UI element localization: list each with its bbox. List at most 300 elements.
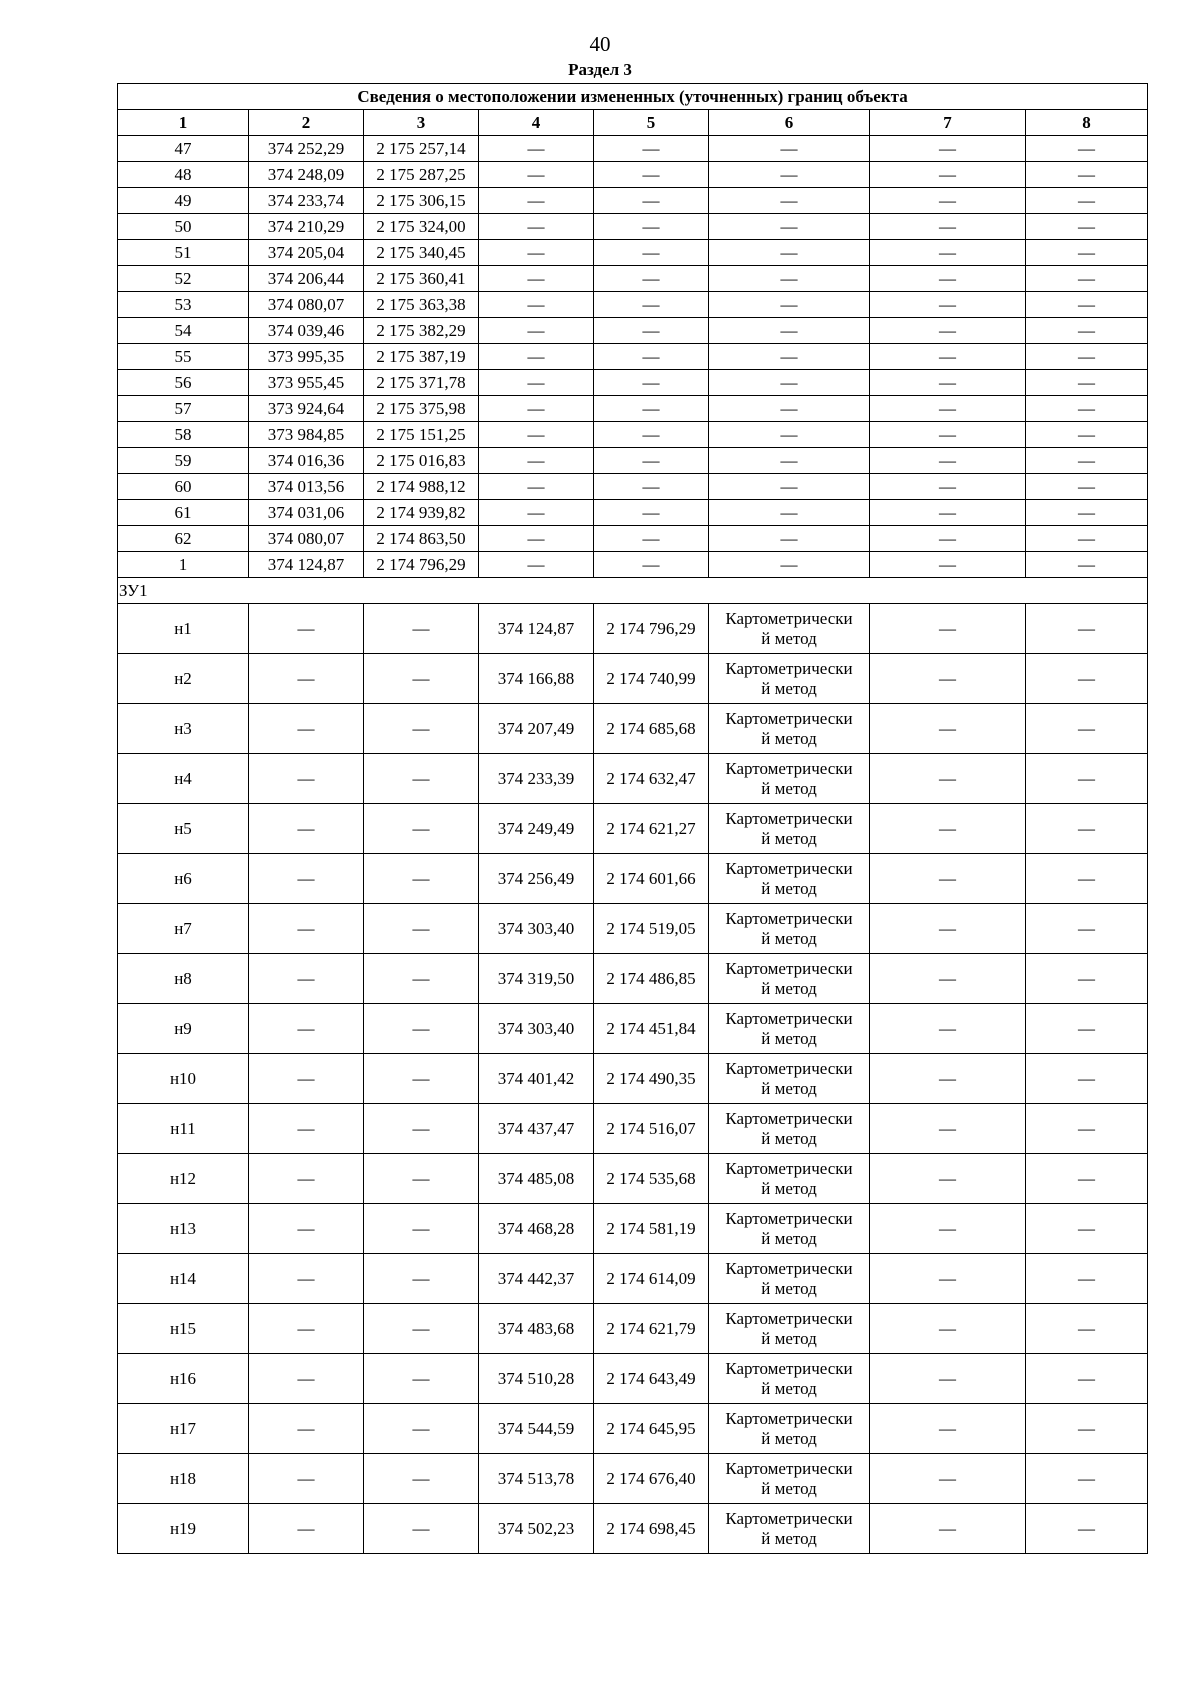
table-row	[118, 804, 1148, 854]
table-cell-c2: 374 031,06	[249, 500, 364, 526]
table-cell-c6: —	[709, 500, 870, 526]
table-cell-c3: —	[364, 1054, 479, 1104]
table-cell-c8: —	[1026, 654, 1148, 704]
table-cell-c3: —	[364, 804, 479, 854]
column-number: 7	[870, 110, 1026, 136]
table-cell-c5: 2 174 516,07	[594, 1104, 709, 1154]
table-cell-c2: —	[249, 904, 364, 954]
table-cell-c4: 374 544,59	[479, 1404, 594, 1454]
table-cell-c1: 58	[118, 422, 249, 448]
table-cell-c1: 48	[118, 162, 249, 188]
table-cell-c8: —	[1026, 396, 1148, 422]
table-cell-c7: —	[870, 526, 1026, 552]
table-cell-c6	[709, 1204, 870, 1254]
table-row	[118, 526, 1148, 552]
table-cell-c6	[709, 1304, 870, 1354]
table-cell-c4: —	[479, 422, 594, 448]
table-cell-c7: —	[870, 318, 1026, 344]
table-cell-c2: —	[249, 804, 364, 854]
table-cell-c6: —	[709, 396, 870, 422]
table-row	[118, 1304, 1148, 1354]
table-cell-c8: —	[1026, 1004, 1148, 1054]
table-cell-c1: н3	[118, 704, 249, 754]
table-row	[118, 214, 1148, 240]
table-cell-c2: 374 210,29	[249, 214, 364, 240]
table-cell-c3: —	[364, 904, 479, 954]
table-cell-c1: 56	[118, 370, 249, 396]
table-cell-c7: —	[870, 162, 1026, 188]
table-cell-c5: 2 174 486,85	[594, 954, 709, 1004]
table-cell-c5: —	[594, 396, 709, 422]
table-row	[118, 1054, 1148, 1104]
table-cell-c7: —	[870, 474, 1026, 500]
table-cell-c1: н16	[118, 1354, 249, 1404]
method-line-1: Картометрически	[725, 1358, 853, 1378]
table-cell-c1: н4	[118, 754, 249, 804]
table-cell-c7: —	[870, 552, 1026, 578]
table-cell-c3: —	[364, 654, 479, 704]
table-cell-c1: н17	[118, 1404, 249, 1454]
method-line-2: й метод	[761, 1128, 817, 1148]
table-cell-c2: —	[249, 1504, 364, 1554]
table-cell-c7: —	[870, 1304, 1026, 1354]
table-cell-c4: 374 124,87	[479, 604, 594, 654]
table-row	[118, 396, 1148, 422]
table-cell-c6	[709, 1454, 870, 1504]
table-cell-c7: —	[870, 1454, 1026, 1504]
column-number: 1	[118, 110, 249, 136]
table-cell-c5: 2 174 632,47	[594, 754, 709, 804]
table-cell-c8: —	[1026, 162, 1148, 188]
table-cell-c4: 374 166,88	[479, 654, 594, 704]
table-cell-c4: —	[479, 552, 594, 578]
table-cell-c7: —	[870, 266, 1026, 292]
method-line-1: Картометрически	[725, 758, 853, 778]
table-row	[118, 1254, 1148, 1304]
new-points-body	[118, 604, 1148, 1554]
table-cell-c3: —	[364, 1454, 479, 1504]
table-cell-c7: —	[870, 370, 1026, 396]
method-line-2: й метод	[761, 1078, 817, 1098]
table-cell-c8: —	[1026, 1204, 1148, 1254]
table-cell-c8: —	[1026, 370, 1148, 396]
column-number: 5	[594, 110, 709, 136]
table-cell-c6	[709, 854, 870, 904]
column-number: 6	[709, 110, 870, 136]
table-cell-c8: —	[1026, 1304, 1148, 1354]
table-cell-c6	[709, 904, 870, 954]
table-cell-c8: —	[1026, 344, 1148, 370]
table-cell-c6	[709, 1154, 870, 1204]
table-cell-c1: 51	[118, 240, 249, 266]
table-cell-c6	[709, 804, 870, 854]
table-cell-c7: —	[870, 1204, 1026, 1254]
table-cell-c5: 2 174 796,29	[594, 604, 709, 654]
table-cell-c5: 2 174 698,45	[594, 1504, 709, 1554]
table-cell-c5: 2 174 685,68	[594, 704, 709, 754]
table-cell-c5: 2 174 581,19	[594, 1204, 709, 1254]
table-cell-c7: —	[870, 396, 1026, 422]
table-cell-c5: —	[594, 422, 709, 448]
table-cell-c4: —	[479, 292, 594, 318]
table-cell-c2: 374 205,04	[249, 240, 364, 266]
table-cell-c8: —	[1026, 1254, 1148, 1304]
table-row	[118, 422, 1148, 448]
table-cell-c6	[709, 604, 870, 654]
table-cell-c3: 2 175 371,78	[364, 370, 479, 396]
table-cell-c4: 374 207,49	[479, 704, 594, 754]
table-cell-c6	[709, 1354, 870, 1404]
table-cell-c1: 49	[118, 188, 249, 214]
method-line-1: Картометрически	[725, 1058, 853, 1078]
table-cell-c3: —	[364, 604, 479, 654]
table-cell-c6: —	[709, 526, 870, 552]
table-cell-c7: —	[870, 754, 1026, 804]
table-row	[118, 1504, 1148, 1554]
table-cell-c3: —	[364, 1504, 479, 1554]
table-cell-c1: н14	[118, 1254, 249, 1304]
table-cell-c3: 2 174 988,12	[364, 474, 479, 500]
table-cell-c3: 2 175 375,98	[364, 396, 479, 422]
table-cell-c5: —	[594, 162, 709, 188]
table-cell-c2: —	[249, 1054, 364, 1104]
column-number: 2	[249, 110, 364, 136]
table-cell-c3: 2 175 363,38	[364, 292, 479, 318]
table-cell-c3: 2 175 340,45	[364, 240, 479, 266]
table-cell-c8: —	[1026, 904, 1148, 954]
table-cell-c5: 2 174 601,66	[594, 854, 709, 904]
table-cell-c8: —	[1026, 448, 1148, 474]
table-cell-c7: —	[870, 1254, 1026, 1304]
table-cell-c6: —	[709, 292, 870, 318]
table-row	[118, 654, 1148, 704]
table-cell-c8: —	[1026, 474, 1148, 500]
table-cell-c4: 374 502,23	[479, 1504, 594, 1554]
table-cell-c5: 2 174 519,05	[594, 904, 709, 954]
table-cell-c7: —	[870, 188, 1026, 214]
column-number: 3	[364, 110, 479, 136]
column-number: 8	[1026, 110, 1148, 136]
table-cell-c7: —	[870, 1504, 1026, 1554]
table-cell-c6	[709, 1054, 870, 1104]
table-cell-c7: —	[870, 448, 1026, 474]
table-cell-c2: 374 248,09	[249, 162, 364, 188]
table-cell-c6: —	[709, 370, 870, 396]
table-cell-c5: —	[594, 214, 709, 240]
table-cell-c5: —	[594, 474, 709, 500]
table-row	[118, 604, 1148, 654]
method-line-1: Картометрически	[725, 608, 853, 628]
table-cell-c3: —	[364, 1404, 479, 1454]
table-cell-c2: 374 080,07	[249, 292, 364, 318]
method-line-2: й метод	[761, 778, 817, 798]
table-cell-c8: —	[1026, 1404, 1148, 1454]
method-line-2: й метод	[761, 1228, 817, 1248]
table-cell-c3: —	[364, 854, 479, 904]
table-cell-c6	[709, 1254, 870, 1304]
table-cell-c2: 374 233,74	[249, 188, 364, 214]
table-row	[118, 500, 1148, 526]
table-cell-c4: 374 513,78	[479, 1454, 594, 1504]
table-cell-c1: 62	[118, 526, 249, 552]
table-cell-c5: 2 174 614,09	[594, 1254, 709, 1304]
method-line-2: й метод	[761, 628, 817, 648]
table-cell-c2: 374 016,36	[249, 448, 364, 474]
method-line-2: й метод	[761, 1428, 817, 1448]
table-cell-c8: —	[1026, 1354, 1148, 1404]
table-cell-c6: —	[709, 422, 870, 448]
table-cell-c2: —	[249, 654, 364, 704]
table-row	[118, 1404, 1148, 1454]
method-line-1: Картометрически	[725, 658, 853, 678]
page-number: 40	[589, 32, 611, 56]
boundary-coordinates-table	[117, 83, 1148, 1554]
table-cell-c3: 2 175 360,41	[364, 266, 479, 292]
table-cell-c7: —	[870, 422, 1026, 448]
method-line-2: й метод	[761, 878, 817, 898]
table-cell-c8: —	[1026, 266, 1148, 292]
table-cell-c7: —	[870, 904, 1026, 954]
table-cell-c1: н2	[118, 654, 249, 704]
table-cell-c6: —	[709, 188, 870, 214]
table-row	[118, 954, 1148, 1004]
table-cell-c5: 2 174 451,84	[594, 1004, 709, 1054]
method-line-2: й метод	[761, 1178, 817, 1198]
table-cell-c8: —	[1026, 704, 1148, 754]
table-row	[118, 136, 1148, 162]
table-cell-c8: —	[1026, 500, 1148, 526]
table-cell-c5: —	[594, 500, 709, 526]
table-row	[118, 344, 1148, 370]
table-cell-c8: —	[1026, 754, 1148, 804]
table-cell-c8: —	[1026, 854, 1148, 904]
table-cell-c5: —	[594, 448, 709, 474]
table-row	[118, 904, 1148, 954]
table-cell-c2: —	[249, 1104, 364, 1154]
table-row	[118, 552, 1148, 578]
table-cell-c3: —	[364, 754, 479, 804]
table-cell-c2: 373 924,64	[249, 396, 364, 422]
table-cell-c4: —	[479, 500, 594, 526]
table-cell-c4: —	[479, 266, 594, 292]
table-cell-c2: 374 080,07	[249, 526, 364, 552]
table-cell-c6	[709, 654, 870, 704]
method-line-1: Картометрически	[725, 1108, 853, 1128]
table-cell-c8: —	[1026, 318, 1148, 344]
table-cell-c1: 61	[118, 500, 249, 526]
table-cell-c8: —	[1026, 188, 1148, 214]
table-cell-c8: —	[1026, 240, 1148, 266]
table-cell-c4: 374 233,39	[479, 754, 594, 804]
table-cell-c7: —	[870, 1104, 1026, 1154]
table-cell-c4: —	[479, 240, 594, 266]
table-cell-c8: —	[1026, 604, 1148, 654]
method-line-1: Картометрически	[725, 1408, 853, 1428]
table-cell-c3: —	[364, 954, 479, 1004]
table-cell-c2: —	[249, 1304, 364, 1354]
table-cell-c4: 374 485,08	[479, 1154, 594, 1204]
table-cell-c4: 374 442,37	[479, 1254, 594, 1304]
table-cell-c6	[709, 954, 870, 1004]
table-cell-c5: —	[594, 370, 709, 396]
table-cell-c4: 374 256,49	[479, 854, 594, 904]
table-cell-c6	[709, 1004, 870, 1054]
table-cell-c6: —	[709, 214, 870, 240]
table-cell-c7: —	[870, 292, 1026, 318]
table-row	[118, 854, 1148, 904]
column-number-row	[118, 110, 1148, 136]
table-cell-c8: —	[1026, 1154, 1148, 1204]
table-cell-c4: 374 249,49	[479, 804, 594, 854]
table-cell-c6: —	[709, 344, 870, 370]
method-line-1: Картометрически	[725, 958, 853, 978]
table-cell-c2: 374 039,46	[249, 318, 364, 344]
table-cell-c1: н18	[118, 1454, 249, 1504]
table-cell-c2: 373 984,85	[249, 422, 364, 448]
table-cell-c7: —	[870, 240, 1026, 266]
table-cell-c1: н6	[118, 854, 249, 904]
table-cell-c1: 52	[118, 266, 249, 292]
table-cell-c2: —	[249, 954, 364, 1004]
table-cell-c3: —	[364, 1104, 479, 1154]
table-cell-c7: —	[870, 1154, 1026, 1204]
table-cell-c5: —	[594, 136, 709, 162]
table-cell-c4: —	[479, 370, 594, 396]
table-cell-c7: —	[870, 704, 1026, 754]
method-line-1: Картометрически	[725, 708, 853, 728]
method-line-1: Картометрически	[725, 908, 853, 928]
table-cell-c2: —	[249, 1354, 364, 1404]
table-cell-c8: —	[1026, 1104, 1148, 1154]
table-cell-c1: 47	[118, 136, 249, 162]
table-cell-c7: —	[870, 1004, 1026, 1054]
table-cell-c3: 2 174 796,29	[364, 552, 479, 578]
table-cell-c7: —	[870, 1354, 1026, 1404]
table-cell-c3: 2 175 387,19	[364, 344, 479, 370]
table-cell-c5: 2 174 676,40	[594, 1454, 709, 1504]
table-cell-c2: —	[249, 1254, 364, 1304]
method-line-1: Картометрически	[725, 1158, 853, 1178]
table-cell-c3: —	[364, 1004, 479, 1054]
table-cell-c2: 374 013,56	[249, 474, 364, 500]
table-cell-c1: н1	[118, 604, 249, 654]
table-cell-c3: —	[364, 1254, 479, 1304]
method-line-2: й метод	[761, 1478, 817, 1498]
method-line-2: й метод	[761, 928, 817, 948]
table-cell-c6: —	[709, 136, 870, 162]
table-cell-c6	[709, 1404, 870, 1454]
table-cell-c3: 2 175 151,25	[364, 422, 479, 448]
table-cell-c5: —	[594, 240, 709, 266]
table-cell-c2: —	[249, 1004, 364, 1054]
table-cell-c7: —	[870, 344, 1026, 370]
table-cell-c5: 2 174 643,49	[594, 1354, 709, 1404]
table-cell-c8: —	[1026, 1504, 1148, 1554]
method-line-2: й метод	[761, 728, 817, 748]
table-cell-c3: 2 174 863,50	[364, 526, 479, 552]
table-cell-c4: 374 401,42	[479, 1054, 594, 1104]
table-cell-c8: —	[1026, 422, 1148, 448]
table-row	[118, 292, 1148, 318]
table-cell-c6	[709, 754, 870, 804]
table-cell-c4: 374 303,40	[479, 904, 594, 954]
table-cell-c1: н5	[118, 804, 249, 854]
table-cell-c4: —	[479, 526, 594, 552]
table-cell-c5: —	[594, 552, 709, 578]
table-cell-c5: 2 174 621,79	[594, 1304, 709, 1354]
table-cell-c7: —	[870, 954, 1026, 1004]
table-cell-c6: —	[709, 162, 870, 188]
table-cell-c2: —	[249, 1404, 364, 1454]
existing-points-body	[118, 136, 1148, 578]
table-cell-c5: —	[594, 188, 709, 214]
table-cell-c3: 2 175 287,25	[364, 162, 479, 188]
table-cell-c2: —	[249, 1454, 364, 1504]
table-cell-c7: —	[870, 214, 1026, 240]
table-cell-c8: —	[1026, 804, 1148, 854]
table-cell-c3: 2 175 324,00	[364, 214, 479, 240]
table-cell-c6: —	[709, 474, 870, 500]
table-cell-c3: —	[364, 1304, 479, 1354]
table-cell-c4: —	[479, 318, 594, 344]
group-label: ЗУ1	[118, 578, 1148, 604]
table-cell-c2: —	[249, 704, 364, 754]
table-cell-c8: —	[1026, 1454, 1148, 1504]
table-cell-c6: —	[709, 240, 870, 266]
table-cell-c8: —	[1026, 552, 1148, 578]
table-row	[118, 318, 1148, 344]
table-cell-c4: 374 319,50	[479, 954, 594, 1004]
method-line-1: Картометрически	[725, 1508, 853, 1528]
table-cell-c4: 374 483,68	[479, 1304, 594, 1354]
table-row	[118, 448, 1148, 474]
table-cell-c4: —	[479, 448, 594, 474]
table-cell-c1: н7	[118, 904, 249, 954]
table-cell-c2: 374 206,44	[249, 266, 364, 292]
table-cell-c7: —	[870, 1404, 1026, 1454]
table-cell-c2: —	[249, 1154, 364, 1204]
table-cell-c1: 59	[118, 448, 249, 474]
table-cell-c2: 374 252,29	[249, 136, 364, 162]
table-cell-c1: 54	[118, 318, 249, 344]
table-cell-c8: —	[1026, 292, 1148, 318]
table-cell-c7: —	[870, 804, 1026, 854]
table-cell-c7: —	[870, 1054, 1026, 1104]
table-cell-c3: 2 175 257,14	[364, 136, 479, 162]
method-line-1: Картометрически	[725, 1308, 853, 1328]
table-cell-c5: 2 174 490,35	[594, 1054, 709, 1104]
table-cell-c8: —	[1026, 214, 1148, 240]
table-cell-c4: 374 303,40	[479, 1004, 594, 1054]
table-cell-c6	[709, 1504, 870, 1554]
table-cell-c2: —	[249, 754, 364, 804]
table-cell-c3: —	[364, 704, 479, 754]
method-line-1: Картометрически	[725, 1008, 853, 1028]
table-row	[118, 1204, 1148, 1254]
table-row	[118, 1104, 1148, 1154]
table-cell-c8: —	[1026, 136, 1148, 162]
table-cell-c4: —	[479, 344, 594, 370]
method-line-1: Картометрически	[725, 858, 853, 878]
method-line-2: й метод	[761, 978, 817, 998]
table-row	[118, 370, 1148, 396]
table-cell-c1: н8	[118, 954, 249, 1004]
table-cell-c1: н10	[118, 1054, 249, 1104]
table-cell-c4: —	[479, 396, 594, 422]
table-cell-c1: 55	[118, 344, 249, 370]
table-cell-c2: 373 955,45	[249, 370, 364, 396]
table-row	[118, 188, 1148, 214]
